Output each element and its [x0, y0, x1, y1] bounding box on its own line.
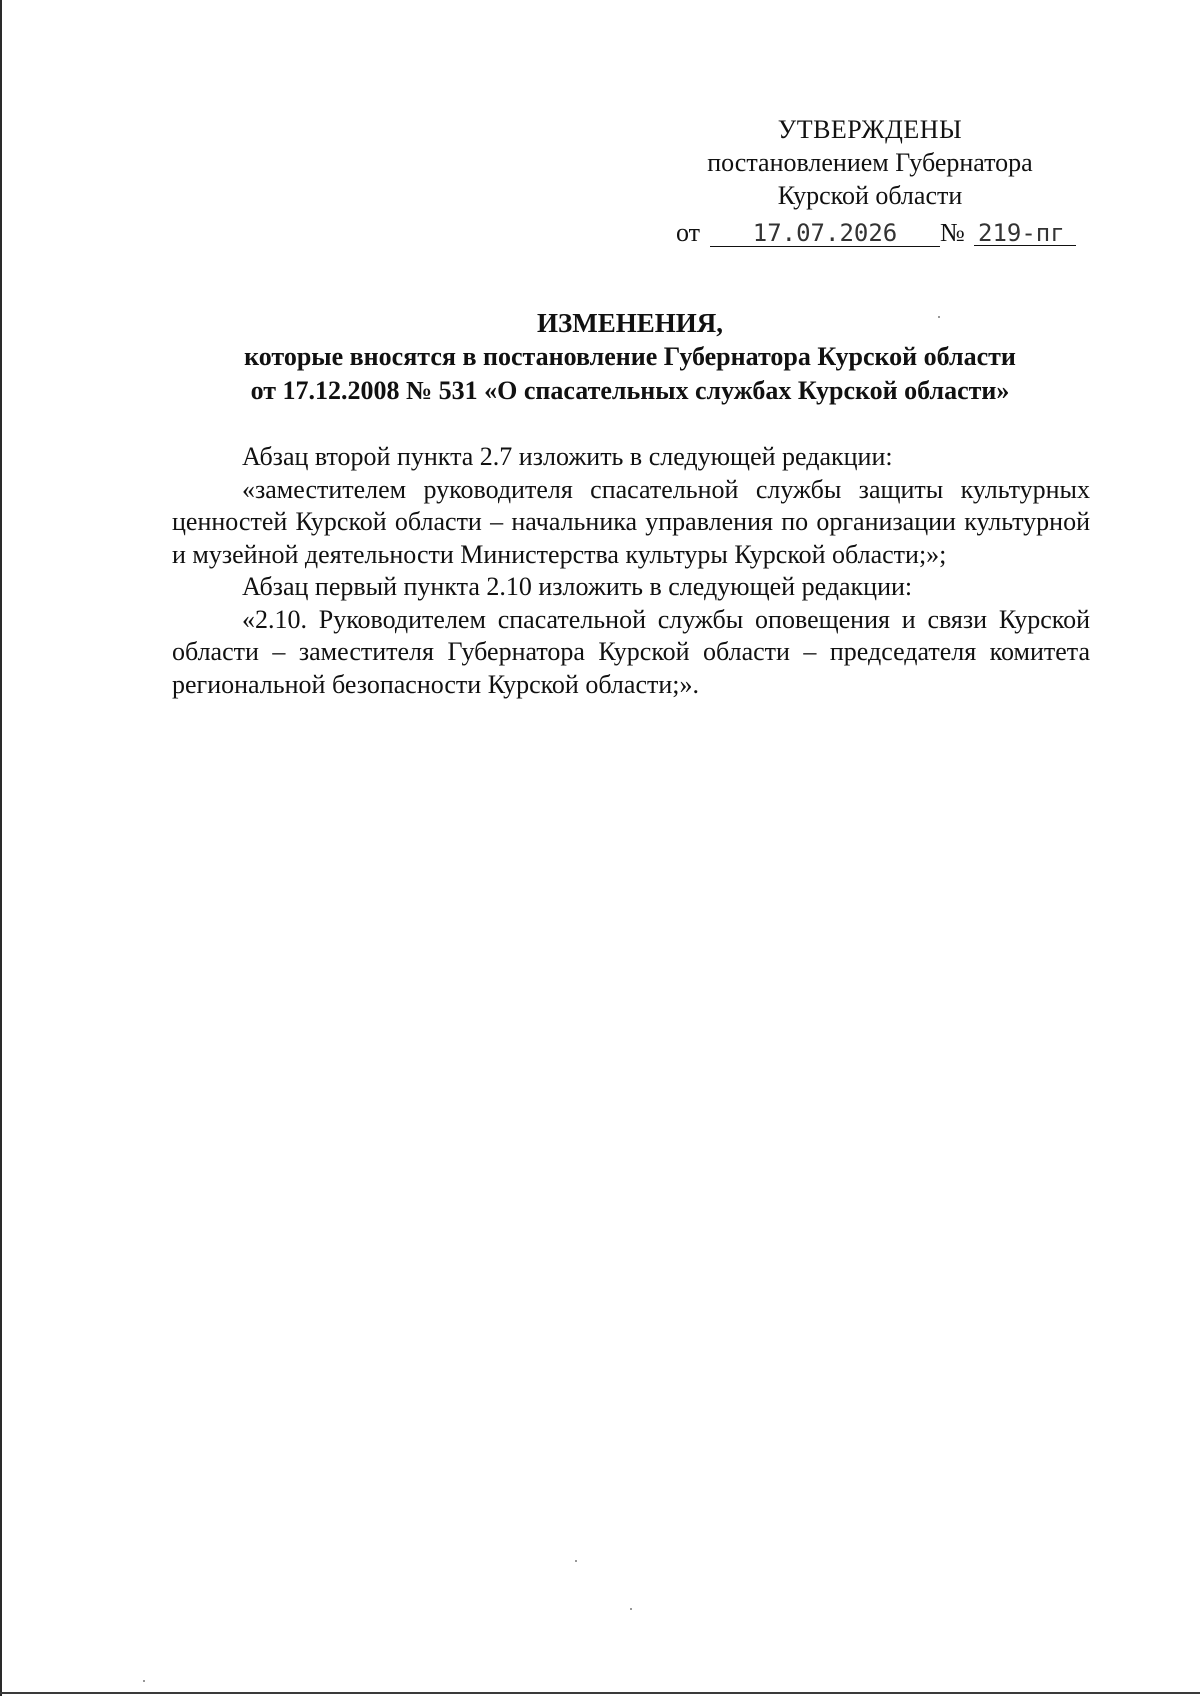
approval-number: 219-пг	[974, 216, 1076, 246]
scan-speck	[575, 1560, 577, 1562]
approval-region: Курской области	[777, 181, 963, 210]
scan-speck	[938, 316, 940, 318]
scan-speck	[630, 1608, 632, 1610]
page-edge-left	[0, 0, 2, 1696]
approval-stamp: УТВЕРЖДЕНЫ	[777, 115, 963, 144]
paragraph-2: «заместителем руководителя спасательной службы защиты культурных ценностей Курской области – начальника управления по организации культурной и музейной деятельности Министерства культуры Курской области;»;	[172, 474, 1090, 569]
number-label: №	[940, 218, 965, 247]
paragraph-1: Абзац второй пункта 2.7 изложить в следующей редакции:	[242, 442, 893, 471]
document-title: ИЗМЕНЕНИЯ,	[536, 308, 723, 338]
document-body	[172, 441, 1090, 701]
approval-issuer: постановлением Губернатора	[707, 148, 1033, 177]
paragraph-3: Абзац первый пункта 2.10 изложить в следующей редакции:	[242, 572, 913, 601]
document-subtitle-line2: от 17.12.2008 № 531 «О спасательных службах Курской области»	[250, 376, 1010, 405]
scan-speck	[143, 1680, 145, 1682]
approval-date-row	[676, 216, 1086, 250]
approval-block	[660, 113, 1080, 212]
approval-date: 17.07.2026	[710, 216, 940, 247]
document-subtitle-line1: которые вносятся в постановление Губернатора Курской области	[244, 342, 1016, 371]
document-heading	[170, 306, 1090, 408]
paragraph-4: «2.10. Руководителем спасательной службы оповещения и связи Курской области – заместителя Губернатора Курской области – председателя комитета региональной безопасности Курской области;».	[172, 604, 1090, 699]
date-from-label: от	[676, 218, 701, 247]
page-edge-bottom	[0, 1692, 1200, 1694]
